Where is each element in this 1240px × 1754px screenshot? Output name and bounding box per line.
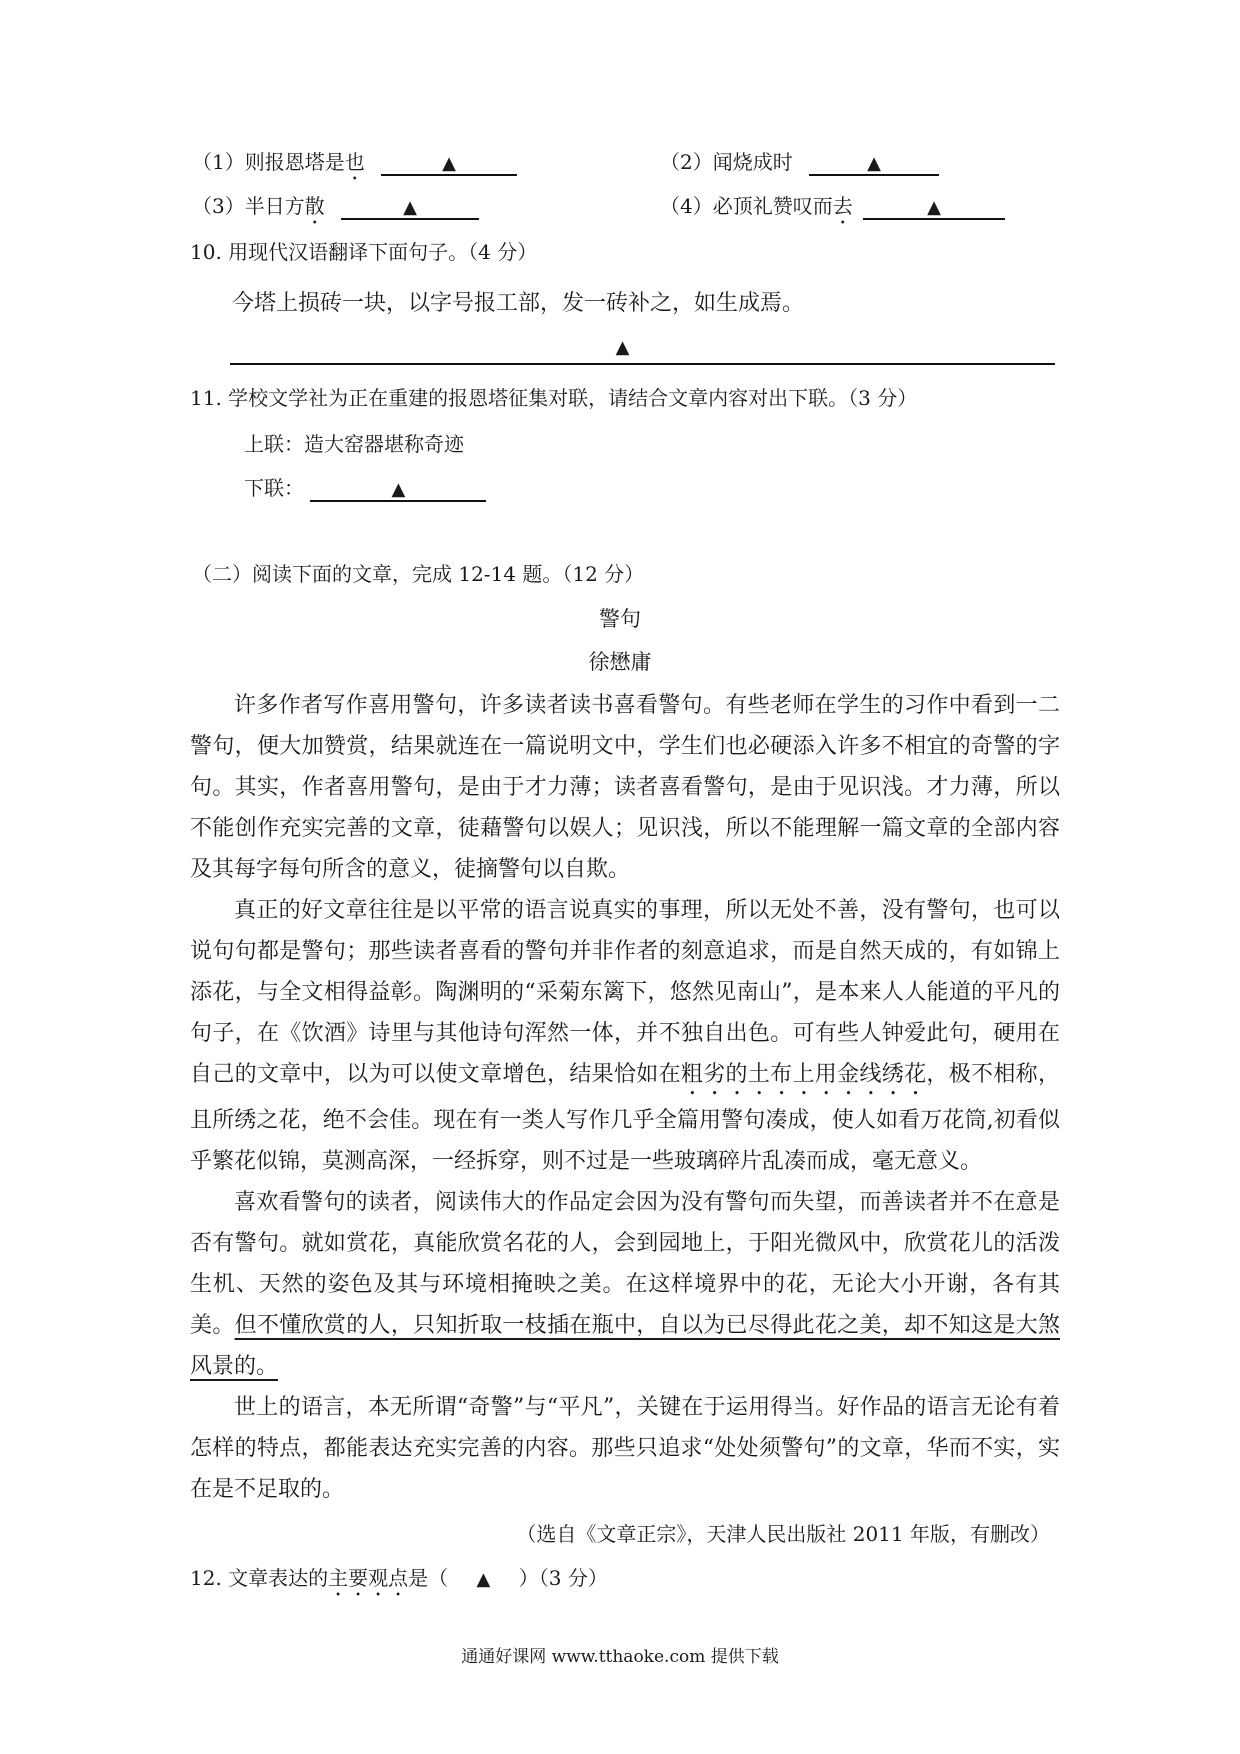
article-source: （选自《文章正宗》，天津人民出版社 2011 年版，有删改） xyxy=(516,1522,1050,1546)
q10-title: 10. 用现代汉语翻译下面句子。（4 分） xyxy=(190,240,538,264)
q10-answer-line[interactable]: ▲ xyxy=(230,337,1055,365)
q9-item-2: （2）闻烧成时 ▲ xyxy=(660,146,939,176)
paragraph-1: 许多作者写作喜用警句，许多读者读书喜看警句。有些老师在学生的习作中看到一二警句，便大加赞赏，结果就连在一篇说明文中，学生们也必硬添入许多不相宜的奇警的字句。其实，作者喜用警句，是由于才力薄；读者喜看警句，是由于见识浅。才力薄，所以不能创作充实完善的文章，徒藉警句以娱人；见识浅，所以不能理解一篇文章的全部内容及其每字每句所含的意义，徒摘警句以自欺。 xyxy=(190,693,1060,882)
q11-upper-couplet: 上联：造大窑器堪称奇迹 xyxy=(244,432,464,456)
q12-question: 12. 文章表达的主要观点是（ ▲ ）（3 分） xyxy=(190,1566,608,1590)
answer-blank[interactable]: ▲ xyxy=(809,150,939,176)
answer-marker[interactable]: ▲ xyxy=(476,1569,491,1590)
section-heading: （二）阅读下面的文章，完成 12-14 题。（12 分） xyxy=(192,562,645,586)
footer-text: 通通好课网 www.tthaoke.com 提供下载 xyxy=(461,1647,779,1667)
paragraph-2: 真正的好文章往往是以平常的语言说真实的事理，所以无处不善，没有警句，也可以说句句都是警句；那些读者喜看的警句并非作者的刻意追求，而是自然天成的，有如锦上添花，与全文相得益彰。陶渊明的“采菊东篱下，悠然见南山”，是本来人人能道的平凡的句子，在《饮酒》诗里与其他诗句浑然一体，并不独自出色。可有些人钟爱此句，硬用在自己的文章中，以为可以使文章增色，结果恰如在粗劣的土布上用金线绣花，极不相称，且所绣之花，绝不会佳。现在有一类人写作几乎全篇用警句凑成，使人如看万花筒,初看似乎繁花似锦，莫测高深，一经拆穿，则不过是一些玻璃碎片乱凑而成，毫无意义。 xyxy=(190,898,1060,1174)
q11-lower-couplet: 下联： ▲ xyxy=(244,472,486,502)
underlined-sentence: 但不懂欣赏的人，只知折取一枝插在瓶中，自以为已尽得此花之美，却不知这是大煞风景的。 xyxy=(190,1313,1060,1379)
paragraph-4: 世上的语言，本无所谓“奇警”与“平凡”，关键在于运用得当。好作品的语言无论有着怎样的特点，都能表达充实完善的内容。那些只追求“处处须警句”的文章，华而不实，实在是不足取的。 xyxy=(190,1395,1060,1502)
article-title: 警句 xyxy=(599,607,641,631)
paragraph-3: 喜欢看警句的读者，阅读伟大的作品定会因为没有警句而失望，而善读者并不在意是否有警句。就如赏花，真能欣赏名花的人，会到园地上，于阳光微风中，欣赏花儿的活泼生机、天然的姿色及其与环境相掩映之美。在这样境界中的花，无论大小开谢，各有其美。但不懂欣赏的人，只知折取一枝插在瓶中，自以为已尽得此花之美，却不知这是大煞风景的。 xyxy=(190,1190,1060,1379)
q11-title: 11. 学校文学社为正在重建的报恩塔征集对联，请结合文章内容对出下联。（3 分） xyxy=(190,386,918,410)
q9-item-4: （4）必顶礼赞叹而去 ▲ xyxy=(660,190,1005,229)
answer-blank[interactable]: ▲ xyxy=(310,476,486,502)
answer-blank[interactable]: ▲ xyxy=(381,150,517,176)
q10-sentence: 今塔上损砖一块，以字号报工部，发一砖补之，如生成焉。 xyxy=(232,291,805,316)
q9-item-1: （1）则报恩塔是也 ▲ xyxy=(192,146,517,185)
article-body xyxy=(190,685,1060,1510)
answer-blank[interactable]: ▲ xyxy=(863,194,1005,220)
q9-item-3: （3）半日方散 ▲ xyxy=(192,190,479,229)
answer-blank[interactable]: ▲ xyxy=(341,194,479,220)
article-author: 徐懋庸 xyxy=(588,650,652,674)
